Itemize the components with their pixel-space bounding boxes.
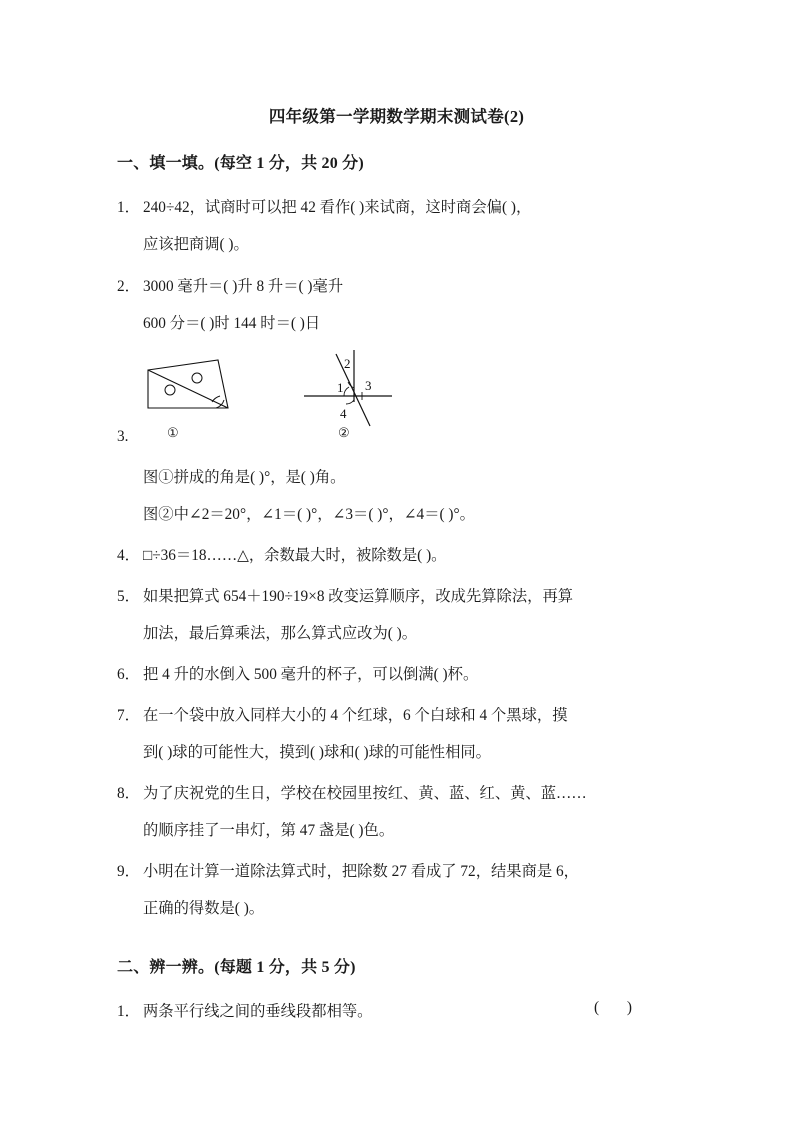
question-1-4-line-1: □÷36＝18……△，余数最大时，被除数是( )。: [143, 547, 447, 564]
question-1-7-line-1: 在一个袋中放入同样大小的 4 个红球，6 个白球和 4 个黑球，摸: [143, 707, 568, 724]
angle-label-1: 1: [337, 380, 344, 395]
question-1-2-line-1: 3000 毫升＝( )升 8 升＝( )毫升: [143, 278, 344, 295]
question-1-5-line-2: 加法，最后算乘法，那么算式应改为( )。: [143, 625, 418, 642]
section-heading-true-false: 二、辨一辨。(每题 1 分，共 5 分): [117, 959, 356, 976]
question-number-1-5: 5．: [117, 588, 140, 605]
question-number-1-7: 7．: [117, 707, 140, 724]
figure-2-intersecting-lines: [300, 348, 396, 430]
section-heading-fill-in-blanks: 一、填一填。(每空 1 分，共 20 分): [117, 155, 364, 172]
question-1-8-line-1: 为了庆祝党的生日，学校在校园里按红、黄、蓝、红、黄、蓝……: [143, 785, 587, 802]
answer-box-2-1[interactable]: ( ): [594, 999, 645, 1016]
figure-1-two-set-squares: [140, 352, 236, 414]
figure-2-label: ②: [338, 425, 350, 440]
figure-1-label: ①: [167, 425, 179, 440]
question-1-3-line-1: 图①拼成的角是( )°，是( )角。: [143, 469, 346, 486]
question-number-2-1: 1．: [117, 1003, 140, 1020]
question-1-9-line-1: 小明在计算一道除法算式时，把除数 27 看成了 72，结果商是 6，: [143, 863, 579, 880]
page-title: 四年级第一学期数学期末测试卷(2): [268, 107, 525, 126]
question-1-9-line-2: 正确的得数是( )。: [143, 900, 265, 917]
question-2-1-line-1: 两条平行线之间的垂线段都相等。: [143, 1003, 373, 1020]
question-number-1-9: 9．: [117, 863, 140, 880]
question-1-7-line-2: 到( )球的可能性大，摸到( )球和( )球的可能性相同。: [143, 744, 491, 761]
question-1-8-line-2: 的顺序挂了一串灯，第 47 盏是( )色。: [143, 822, 395, 839]
question-number-1-8: 8．: [117, 785, 140, 802]
question-number-1-2: 2．: [117, 278, 140, 295]
question-1-2-line-2: 600 分＝( )时 144 时＝( )日: [143, 315, 321, 332]
question-number-1-6: 6．: [117, 666, 140, 683]
angle-label-2: 2: [344, 356, 351, 371]
angle-label-4: 4: [340, 406, 347, 421]
angle-label-3: 3: [365, 378, 372, 393]
question-1-6-line-1: 把 4 升的水倒入 500 毫升的杯子，可以倒满( )杯。: [143, 666, 479, 683]
question-1-5-line-1: 如果把算式 654＋190÷19×8 改变运算顺序，改成先算除法，再算: [143, 588, 574, 605]
question-1-3-line-2: 图②中∠2＝20°，∠1＝( )°，∠3＝( )°，∠4＝( )°。: [143, 506, 475, 523]
question-number-1-1: 1．: [117, 199, 140, 216]
question-number-1-3: 3.: [117, 428, 129, 445]
question-1-1-line-2: 应该把商调( )。: [143, 236, 249, 253]
question-number-1-4: 4．: [117, 547, 140, 564]
question-1-1-line-1: 240÷42，试商时可以把 42 看作( )来试商，这时商会偏( )，: [143, 199, 532, 216]
